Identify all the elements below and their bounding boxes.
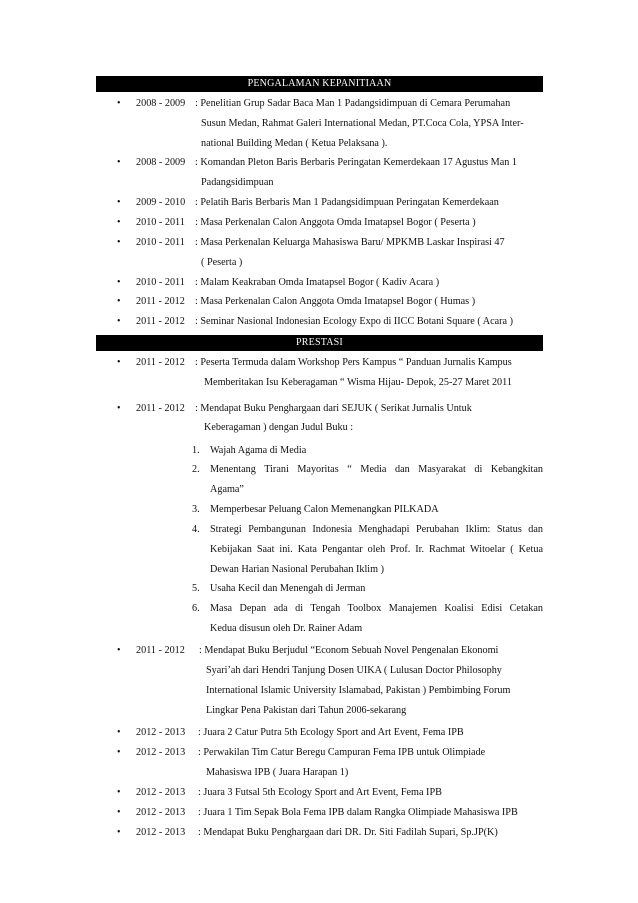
entry-text: : Mendapat Buku Berjudul “Econom Sebuah Novel Pengenalan Ekonomi: [199, 645, 499, 656]
entry-text: : Pelatih Baris Berbaris Man 1 Padangsidimpuan Peringatan Kemerdekaan: [195, 197, 499, 208]
entry-text: International Islamic University Islamabad, Pakistan ) Pembimbing Forum: [206, 685, 511, 696]
bullet-icon: •: [117, 296, 121, 307]
year-range: 2012 - 2013: [136, 827, 186, 838]
section-header-prestasi: PRESTASI: [96, 335, 543, 351]
entry-text: Keberagaman ) dengan Judul Buku :: [204, 422, 354, 433]
book-number: 6.: [192, 603, 200, 614]
entry-text: Mahasiswa IPB ( Juara Harapan 1): [206, 767, 349, 778]
book-title: Menentang Tirani Mayoritas “ Media dan Masyarakat di Kebangkitan: [210, 464, 543, 475]
entry-text: : Komandan Pleton Baris Berbaris Peringatan Kemerdekaan 17 Agustus Man 1: [195, 157, 517, 168]
book-number: 5.: [192, 583, 200, 594]
entry-text: : Mendapat Buku Penghargaan dari SEJUK ( Serikat Jurnalis Untuk: [195, 403, 472, 414]
section-header-kepanitiaan: PENGALAMAN KEPANITIAAN: [96, 76, 543, 92]
bullet-icon: •: [117, 237, 121, 248]
bullet-icon: •: [117, 98, 121, 109]
bullet-icon: •: [117, 787, 121, 798]
entry-text: national Building Medan ( Ketua Pelaksana ).: [201, 138, 388, 149]
entry-text: Memberitakan Isu Keberagaman “ Wisma Hijau- Depok, 25-27 Maret 2011: [204, 377, 512, 388]
entry-text: Syari’ah dari Hendri Tanjung Dosen UIKA ( Lulusan Doctor Philosophy: [206, 665, 502, 676]
book-title: Kedua disusun oleh Dr. Rainer Adam: [210, 623, 363, 634]
entry-text: ( Peserta ): [201, 257, 243, 268]
entry-text: : Malam Keakraban Omda Imatapsel Bogor ( Kadiv Acara ): [195, 277, 440, 288]
entry-text: Padangsidimpuan: [201, 177, 274, 188]
year-range: 2011 - 2012: [136, 403, 185, 414]
entry-text: : Masa Perkenalan Keluarga Mahasiswa Baru/ MPKMB Laskar Inspirasi 47: [195, 237, 505, 248]
entry-text: : Perwakilan Tim Catur Beregu Campuran Fema IPB untuk Olimpiade: [198, 747, 486, 758]
bullet-icon: •: [117, 157, 121, 168]
entry-text: : Juara 3 Futsal 5th Ecology Sport and Art Event, Fema IPB: [198, 787, 442, 798]
entry-text: Susun Medan, Rahmat Galeri International Medan, PT.Coca Cola, YPSA Inter-: [201, 118, 524, 129]
bullet-icon: •: [117, 277, 121, 288]
year-range: 2010 - 2011: [136, 277, 185, 288]
year-range: 2011 - 2012: [136, 357, 185, 368]
book-number: 1.: [192, 445, 200, 456]
book-number: 3.: [192, 504, 200, 515]
entry-text: : Seminar Nasional Indonesian Ecology Expo di IICC Botani Square ( Acara ): [195, 316, 514, 327]
book-number: 2.: [192, 464, 200, 475]
entry-text: : Masa Perkenalan Calon Anggota Omda Imatapsel Bogor ( Peserta ): [195, 217, 476, 228]
book-title: Wajah Agama di Media: [210, 445, 307, 456]
bullet-icon: •: [117, 403, 121, 414]
bullet-icon: •: [117, 747, 121, 758]
bullet-icon: •: [117, 827, 121, 838]
year-range: 2008 - 2009: [136, 157, 186, 168]
year-range: 2008 - 2009: [136, 98, 186, 109]
book-title: Kebijakan Saat ini. Kata Pengantar oleh Prof. Ir. Rachmat Witoelar ( Ketua: [210, 544, 543, 555]
entry-text: : Juara 1 Tim Sepak Bola Fema IPB dalam Rangka Olimpiade Mahasiswa IPB: [198, 807, 518, 818]
year-range: 2011 - 2012: [136, 645, 185, 656]
year-range: 2010 - 2011: [136, 237, 185, 248]
entry-text: : Juara 2 Catur Putra 5th Ecology Sport and Art Event, Fema IPB: [198, 727, 464, 738]
book-number: 4.: [192, 524, 200, 535]
bullet-icon: •: [117, 316, 121, 327]
bullet-icon: •: [117, 197, 121, 208]
entry-text: : Mendapat Buku Penghargaan dari DR. Dr. Siti Fadilah Supari, Sp.JP(K): [198, 827, 498, 838]
book-title: Usaha Kecil dan Menengah di Jerman: [210, 583, 366, 594]
year-range: 2012 - 2013: [136, 807, 186, 818]
bullet-icon: •: [117, 217, 121, 228]
bullet-icon: •: [117, 645, 121, 656]
book-title: Strategi Pembangunan Indonesia Menghadapi Perubahan Iklim: Status dan: [210, 524, 543, 535]
book-title: Memperbesar Peluang Calon Memenangkan PILKADA: [210, 504, 439, 515]
bullet-icon: •: [117, 357, 121, 368]
bullet-icon: •: [117, 807, 121, 818]
year-range: 2012 - 2013: [136, 747, 186, 758]
book-title: Agama”: [210, 484, 244, 495]
book-title: Dewan Harian Nasional Perubahan Iklim ): [210, 564, 384, 575]
entry-text: : Peserta Termuda dalam Workshop Pers Kampus “ Panduan Jurnalis Kampus: [195, 357, 512, 368]
year-range: 2011 - 2012: [136, 296, 185, 307]
year-range: 2009 - 2010: [136, 197, 186, 208]
entry-text: : Penelitian Grup Sadar Baca Man 1 Padangsidimpuan di Cemara Perumahan: [195, 98, 511, 109]
book-title: Masa Depan ada di Tengah Toolbox Manajemen Koalisi Edisi Cetakan: [210, 603, 543, 614]
entry-text: Lingkar Pena Pakistan dari Tahun 2006-sekarang: [206, 705, 407, 716]
year-range: 2011 - 2012: [136, 316, 185, 327]
year-range: 2012 - 2013: [136, 787, 186, 798]
bullet-icon: •: [117, 727, 121, 738]
year-range: 2012 - 2013: [136, 727, 186, 738]
entry-text: : Masa Perkenalan Calon Anggota Omda Imatapsel Bogor ( Humas ): [195, 296, 476, 307]
year-range: 2010 - 2011: [136, 217, 185, 228]
